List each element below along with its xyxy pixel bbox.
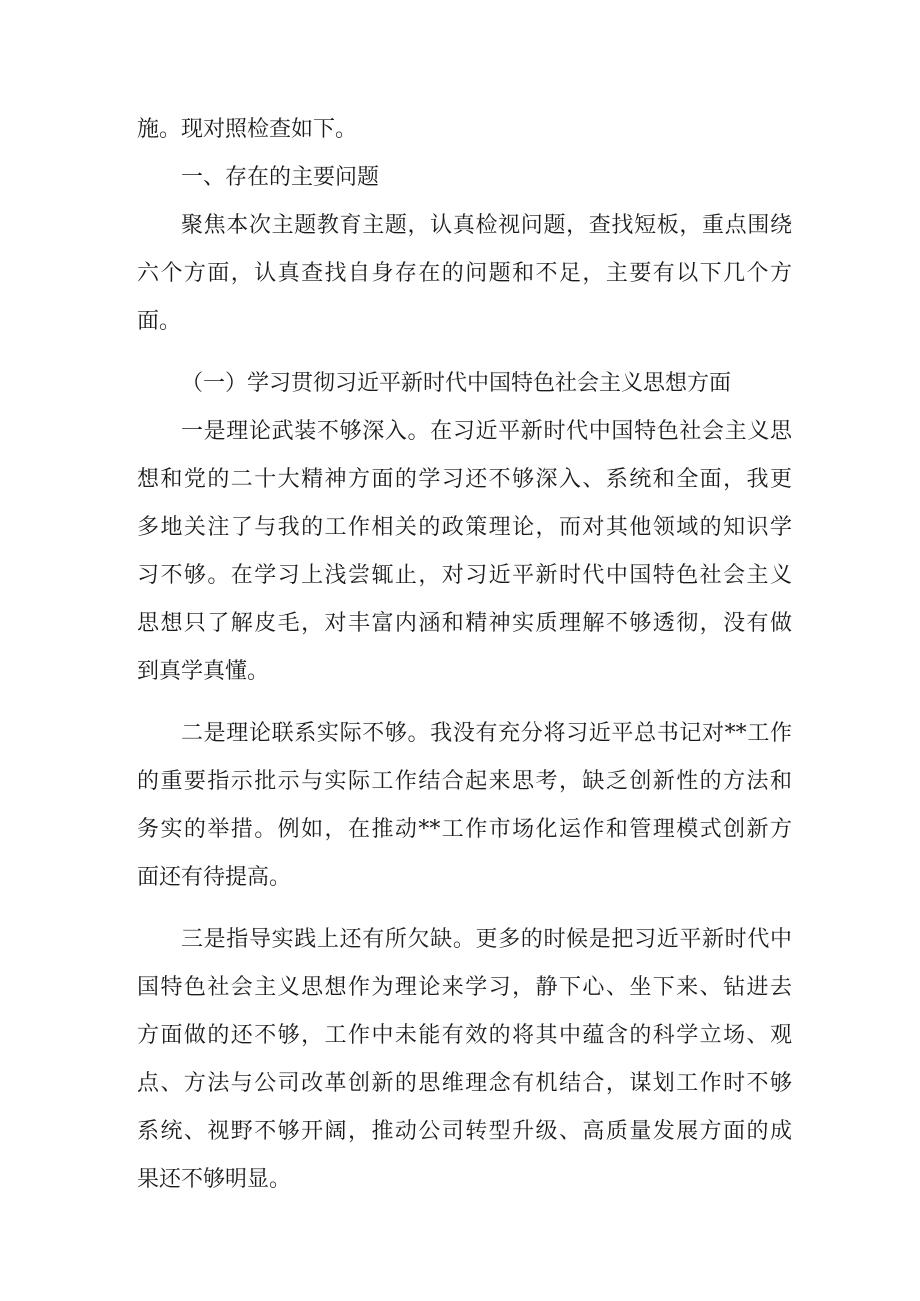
subsection-heading: （一）学习贯彻习近平新时代中国特色社会主义思想方面 <box>181 371 732 396</box>
document-body <box>137 106 792 1204</box>
text-line: 国特色社会主义思想作为理论来学习，静下心、坐下来、钻进去 <box>137 975 792 1000</box>
section-heading: 一、存在的主要问题 <box>181 165 380 190</box>
text-line: 三是指导实践上还有所欠缺。更多的时候是把习近平新时代中 <box>181 927 792 952</box>
text-line: 面还有待提高。 <box>137 865 292 890</box>
text-line: 到真学真懂。 <box>137 659 270 684</box>
text-line: 六个方面，认真查找自身存在的问题和不足，主要有以下几个方 <box>137 261 792 286</box>
text-line: 多地关注了与我的工作相关的政策理论，而对其他领域的知识学 <box>137 515 792 540</box>
text-line: 方面做的还不够，工作中未能有效的将其中蕴含的科学立场、观 <box>137 1023 792 1048</box>
text-line: 聚焦本次主题教育主题，认真检视问题，查找短板，重点围绕 <box>181 213 792 238</box>
text-line: 想和党的二十大精神方面的学习还不够深入、系统和全面，我更 <box>137 467 792 492</box>
text-line: 施。现对照检查如下。 <box>137 117 358 142</box>
text-line: 点、方法与公司改革创新的思维理念有机结合，谋划工作时不够 <box>137 1071 792 1096</box>
text-line: 系统、视野不够开阔，推动公司转型升级、高质量发展方面的成 <box>137 1119 792 1144</box>
text-line: 务实的举措。例如，在推动**工作市场化运作和管理模式创新方 <box>137 817 792 842</box>
text-line: 二是理论联系实际不够。我没有充分将习近平总书记对**工作 <box>181 721 792 746</box>
text-line: 一是理论武装不够深入。在习近平新时代中国特色社会主义思 <box>181 419 792 444</box>
text-line: 面。 <box>137 309 182 334</box>
text-line: 果还不够明显。 <box>137 1167 292 1192</box>
text-line: 思想只了解皮毛，对丰富内涵和精神实质理解不够透彻，没有做 <box>137 611 792 636</box>
text-line: 习不够。在学习上浅尝辄止，对习近平新时代中国特色社会主义 <box>137 563 792 588</box>
text-line: 的重要指示批示与实际工作结合起来思考，缺乏创新性的方法和 <box>137 769 792 794</box>
